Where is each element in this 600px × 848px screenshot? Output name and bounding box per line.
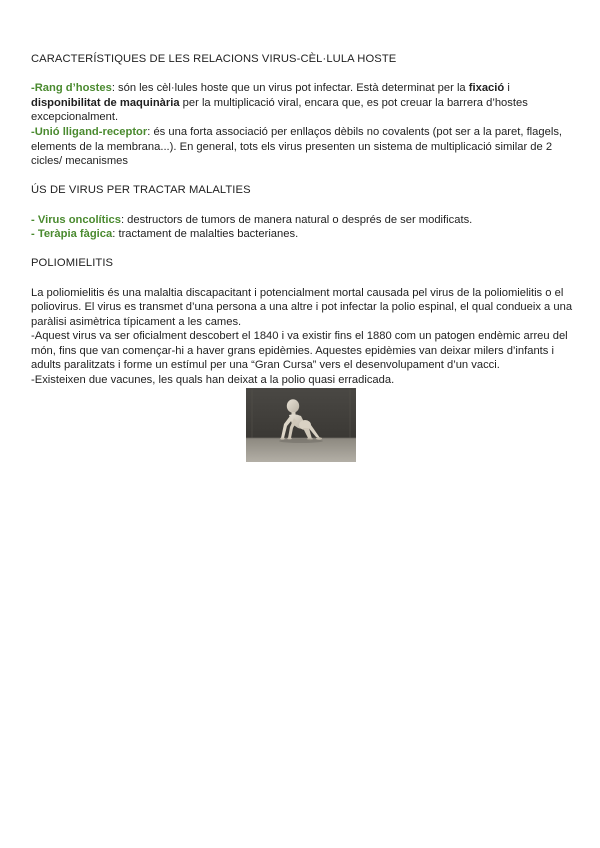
- host-range-term: -Rang d’hostes: [31, 82, 112, 95]
- polio-paragraph-2: -Aquest virus va ser oficialment descobert el 1840 i va existir fins el 1880 com un patogen endèmic arreu del món, fins que van començar-hi a haver grans epidèmies. Aquestes epidèmies van deixar milers d’infants i adults paralitzats i forme un estímul per una “Gran Cursa” vers el desenvolupament d’un vacci.: [31, 330, 568, 372]
- phage-therapy-text: : tractament de malalties bacterianes.: [112, 228, 299, 241]
- host-range-paragraph: [31, 81, 576, 125]
- polio-paragraph-3: -Existeixen due vacunes, les quals han deixat a la polio quasi erradicada.: [31, 374, 395, 387]
- phage-therapy-item: [31, 227, 576, 242]
- document-content: [31, 52, 576, 388]
- host-relations-block: [31, 81, 576, 169]
- ligand-receptor-text: : és una forta associació per enllaços dèbils no covalents (pot ser a la paret, flagels, elements de la membrana...). En general, tots els virus presenten un sistema de multiplicació similar de 2 cicles/ mecanismes: [31, 125, 563, 168]
- section-heading-polio: POLIOMIELITIS: [31, 257, 114, 270]
- section-heading-virus-therapy: ÚS DE VIRUS PER TRACTAR MALALTIES: [31, 184, 251, 197]
- host-range-bold-fixation: fixació: [468, 82, 505, 95]
- phage-therapy-term: - Teràpia fàgica: [31, 228, 113, 241]
- host-range-text-b: i: [504, 82, 510, 95]
- ligand-receptor-paragraph: [31, 125, 576, 169]
- host-range-bold-machinery: disponibilitat de maquinària: [31, 96, 180, 109]
- host-range-text-a: : són les cèl·lules hoste que un virus pot infectar. Està determinat per la: [111, 82, 469, 95]
- ligand-receptor-term: -Unió lligand-receptor: [31, 125, 148, 138]
- polio-paragraph-1: La poliomielitis és una malaltia discapacitant i potencialment mortal causada pel virus de la poliomielitis o el poliovirus. El virus es transmet d’una persona a una altre i pot infectar la polio espinal, el qual condueix a una paràlisi asimètrica típicament a les cames.: [31, 286, 573, 328]
- oncolytic-virus-term: - Virus oncolítics: [31, 213, 121, 226]
- oncolytic-virus-text: : destructors de tumors de manera natural o després de ser modificats.: [120, 213, 473, 226]
- polio-block: [31, 286, 576, 388]
- section-heading-virus-cell-relations: CARACTERÍSTIQUES DE LES RELACIONS VIRUS-CÈL·LULA HOSTE: [31, 53, 397, 65]
- virus-therapy-block: [31, 213, 576, 242]
- polio-child-photo: [246, 388, 356, 462]
- host-range-text-c: per la multiplicació viral, encara que, es pot creuar la barrera d’hostes excepcionalment.: [31, 96, 528, 124]
- oncolytic-virus-item: [31, 213, 576, 228]
- photo-illustration: [246, 388, 356, 462]
